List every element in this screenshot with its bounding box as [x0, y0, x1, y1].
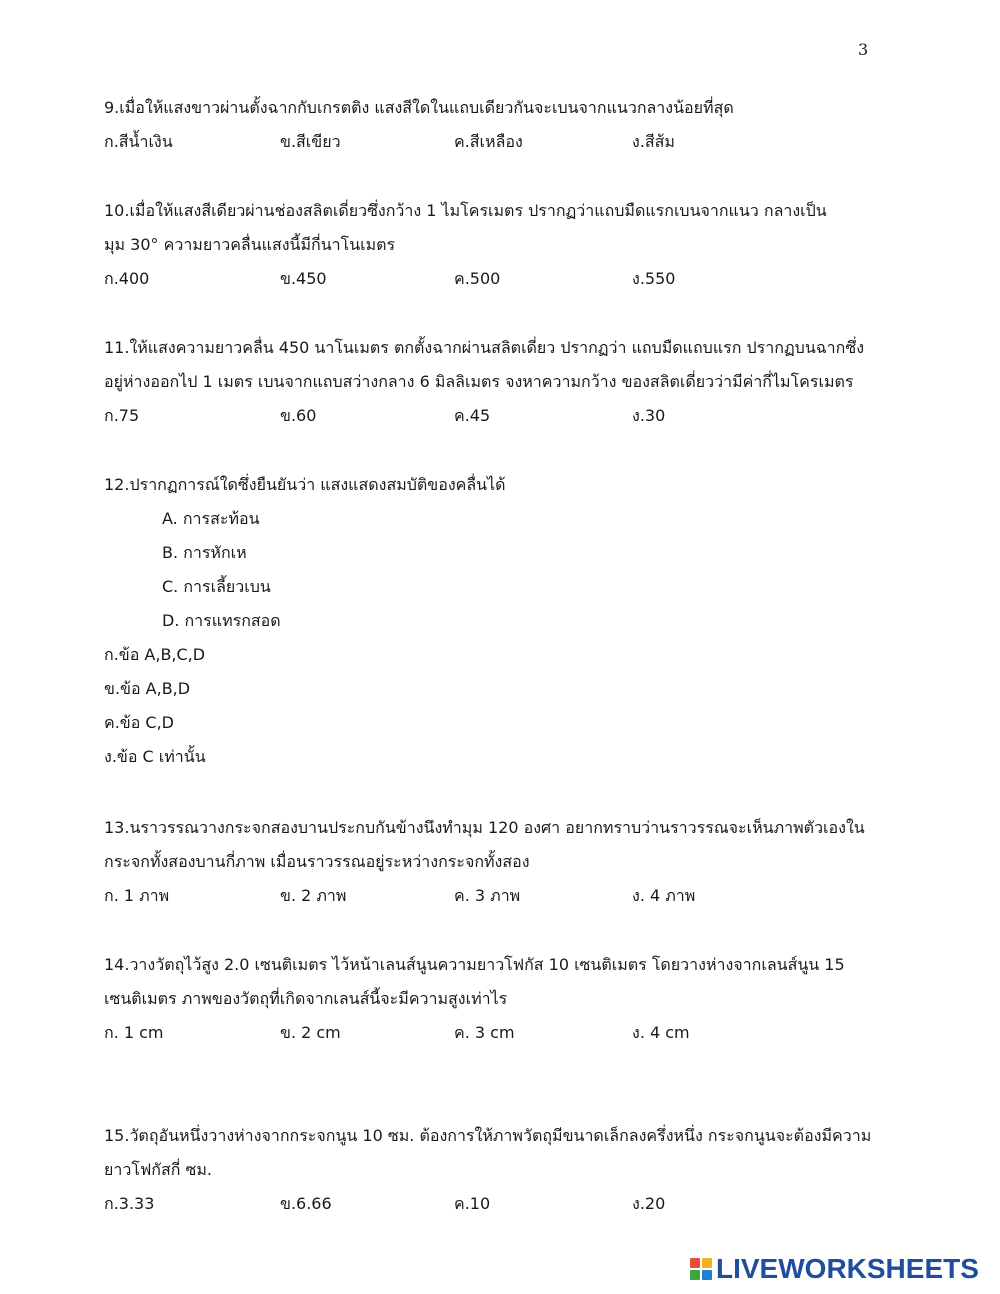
option-d: ง. 4 ภาพ: [632, 886, 696, 905]
answer-options: [104, 879, 904, 913]
option-d: ง. 4 cm: [632, 1023, 690, 1042]
answer-options: [104, 399, 904, 433]
sub-item-c: C. การเลี้ยวเบน: [162, 577, 271, 596]
sub-item-d: D. การแทรกสอด: [162, 611, 281, 630]
option-c: ค. 3 ภาพ: [454, 886, 521, 905]
option-b: ข. 2 cm: [280, 1023, 341, 1042]
option-d: ง.550: [632, 269, 676, 288]
answer-options: [104, 125, 904, 159]
page-number: 3: [858, 40, 869, 59]
question-text: 9.เมื่อให้แสงขาวผ่านตั้งฉากกับเกรตติง แสงสีใดในแถบเดียวกันจะเบนจากแนวกลางน้อยที่สุด: [104, 98, 734, 117]
option-a: ก.ข้อ A,B,C,D: [104, 645, 206, 664]
option-b: ข.6.66: [280, 1194, 332, 1213]
question-13: [104, 811, 904, 913]
question-text: กระจกทั้งสองบานกี่ภาพ เมื่อนราวรรณอยู่ระหว่างกระจกทั้งสอง: [104, 852, 530, 871]
question-text: 13.นราวรรณวางกระจกสองบานประกบกันข้างนึงทำมุม 120 องศา อยากทราบว่านราวรรณจะเห็นภาพตัวเองใน: [104, 818, 865, 837]
option-c: ค. 3 cm: [454, 1023, 515, 1042]
option-c: ค.45: [454, 406, 491, 425]
option-d: ง.30: [632, 406, 666, 425]
option-c: ค.สีเหลือง: [454, 132, 523, 151]
option-a: ก.400: [104, 269, 150, 288]
question-text: ยาวโฟกัสกี่ ซม.: [104, 1160, 212, 1179]
question-text: 14.วางวัตถุไว้สูง 2.0 เซนติเมตร ไว้หน้าเลนส์นูนความยาวโฟกัส 10 เซนติเมตร โดยวางห่างจากเลนส์นูน 15: [104, 955, 845, 974]
option-a: ก. 1 cm: [104, 1023, 164, 1042]
question-15: [104, 1119, 904, 1221]
question-14: [104, 948, 904, 1050]
sub-item-b: B. การหักเห: [162, 543, 247, 562]
answer-options: [104, 262, 904, 296]
option-a: ก.3.33: [104, 1194, 155, 1213]
option-b: ข.ข้อ A,B,D: [104, 679, 191, 698]
question-text: 15.วัตถุอันหนึ่งวางห่างจากกระจกนูน 10 ซม. ต้องการให้ภาพวัตถุมีขนาดเล็กลงครึ่งหนึ่ง กระจกนูนจะต้องมีความ: [104, 1126, 872, 1145]
option-b: ข.สีเขียว: [280, 132, 341, 151]
question-text: มุม 30° ความยาวคลื่นแสงนี้มีกี่นาโนเมตร: [104, 235, 396, 254]
option-a: ก.75: [104, 406, 140, 425]
liveworksheets-logo[interactable]: [690, 1252, 979, 1286]
question-text: 12.ปรากฏการณ์ใดซึ่งยืนยันว่า แสงแสดงสมบัติของคลื่นได้: [104, 475, 506, 494]
option-b: ข. 2 ภาพ: [280, 886, 347, 905]
sub-item-a: A. การสะท้อน: [162, 509, 260, 528]
option-a: ก.สีน้ำเงิน: [104, 132, 173, 151]
option-c: ค.10: [454, 1194, 491, 1213]
question-12: [104, 468, 904, 774]
option-a: ก. 1 ภาพ: [104, 886, 170, 905]
option-d: ง.ข้อ C เท่านั้น: [104, 747, 206, 766]
question-text: 11.ให้แสงความยาวคลื่น 450 นาโนเมตร ตกตั้งฉากผ่านสลิตเดี่ยว ปรากฏว่า แถบมืดแถบแรก ปรากฏบนฉากซึ่ง: [104, 338, 865, 357]
option-b: ข.60: [280, 406, 317, 425]
question-9: [104, 91, 904, 159]
question-11: [104, 331, 904, 433]
option-c: ค.500: [454, 269, 501, 288]
answer-options: [104, 1187, 904, 1221]
question-10: [104, 194, 904, 296]
option-b: ข.450: [280, 269, 327, 288]
liveworksheets-logo-icon: [690, 1257, 714, 1281]
question-text: เซนติเมตร ภาพของวัตถุที่เกิดจากเลนส์นี้จะมีความสูงเท่าไร: [104, 989, 508, 1008]
option-c: ค.ข้อ C,D: [104, 713, 174, 732]
question-text: อยู่ห่างออกไป 1 เมตร เบนจากแถบสว่างกลาง 6 มิลลิเมตร จงหาความกว้าง ของสลิตเดี่ยวว่ามีค่ากี่ไมโครเมตร: [104, 372, 854, 391]
liveworksheets-logo-text: LIVEWORKSHEETS: [716, 1253, 979, 1284]
option-d: ง.สีส้ม: [632, 132, 675, 151]
question-text: 10.เมื่อให้แสงสีเดียวผ่านช่องสลิตเดี่ยวซึ่งกว้าง 1 ไมโครเมตร ปรากฏว่าแถบมืดแรกเบนจากแนว กลางเป็น: [104, 201, 827, 220]
answer-options: [104, 1016, 904, 1050]
option-d: ง.20: [632, 1194, 666, 1213]
